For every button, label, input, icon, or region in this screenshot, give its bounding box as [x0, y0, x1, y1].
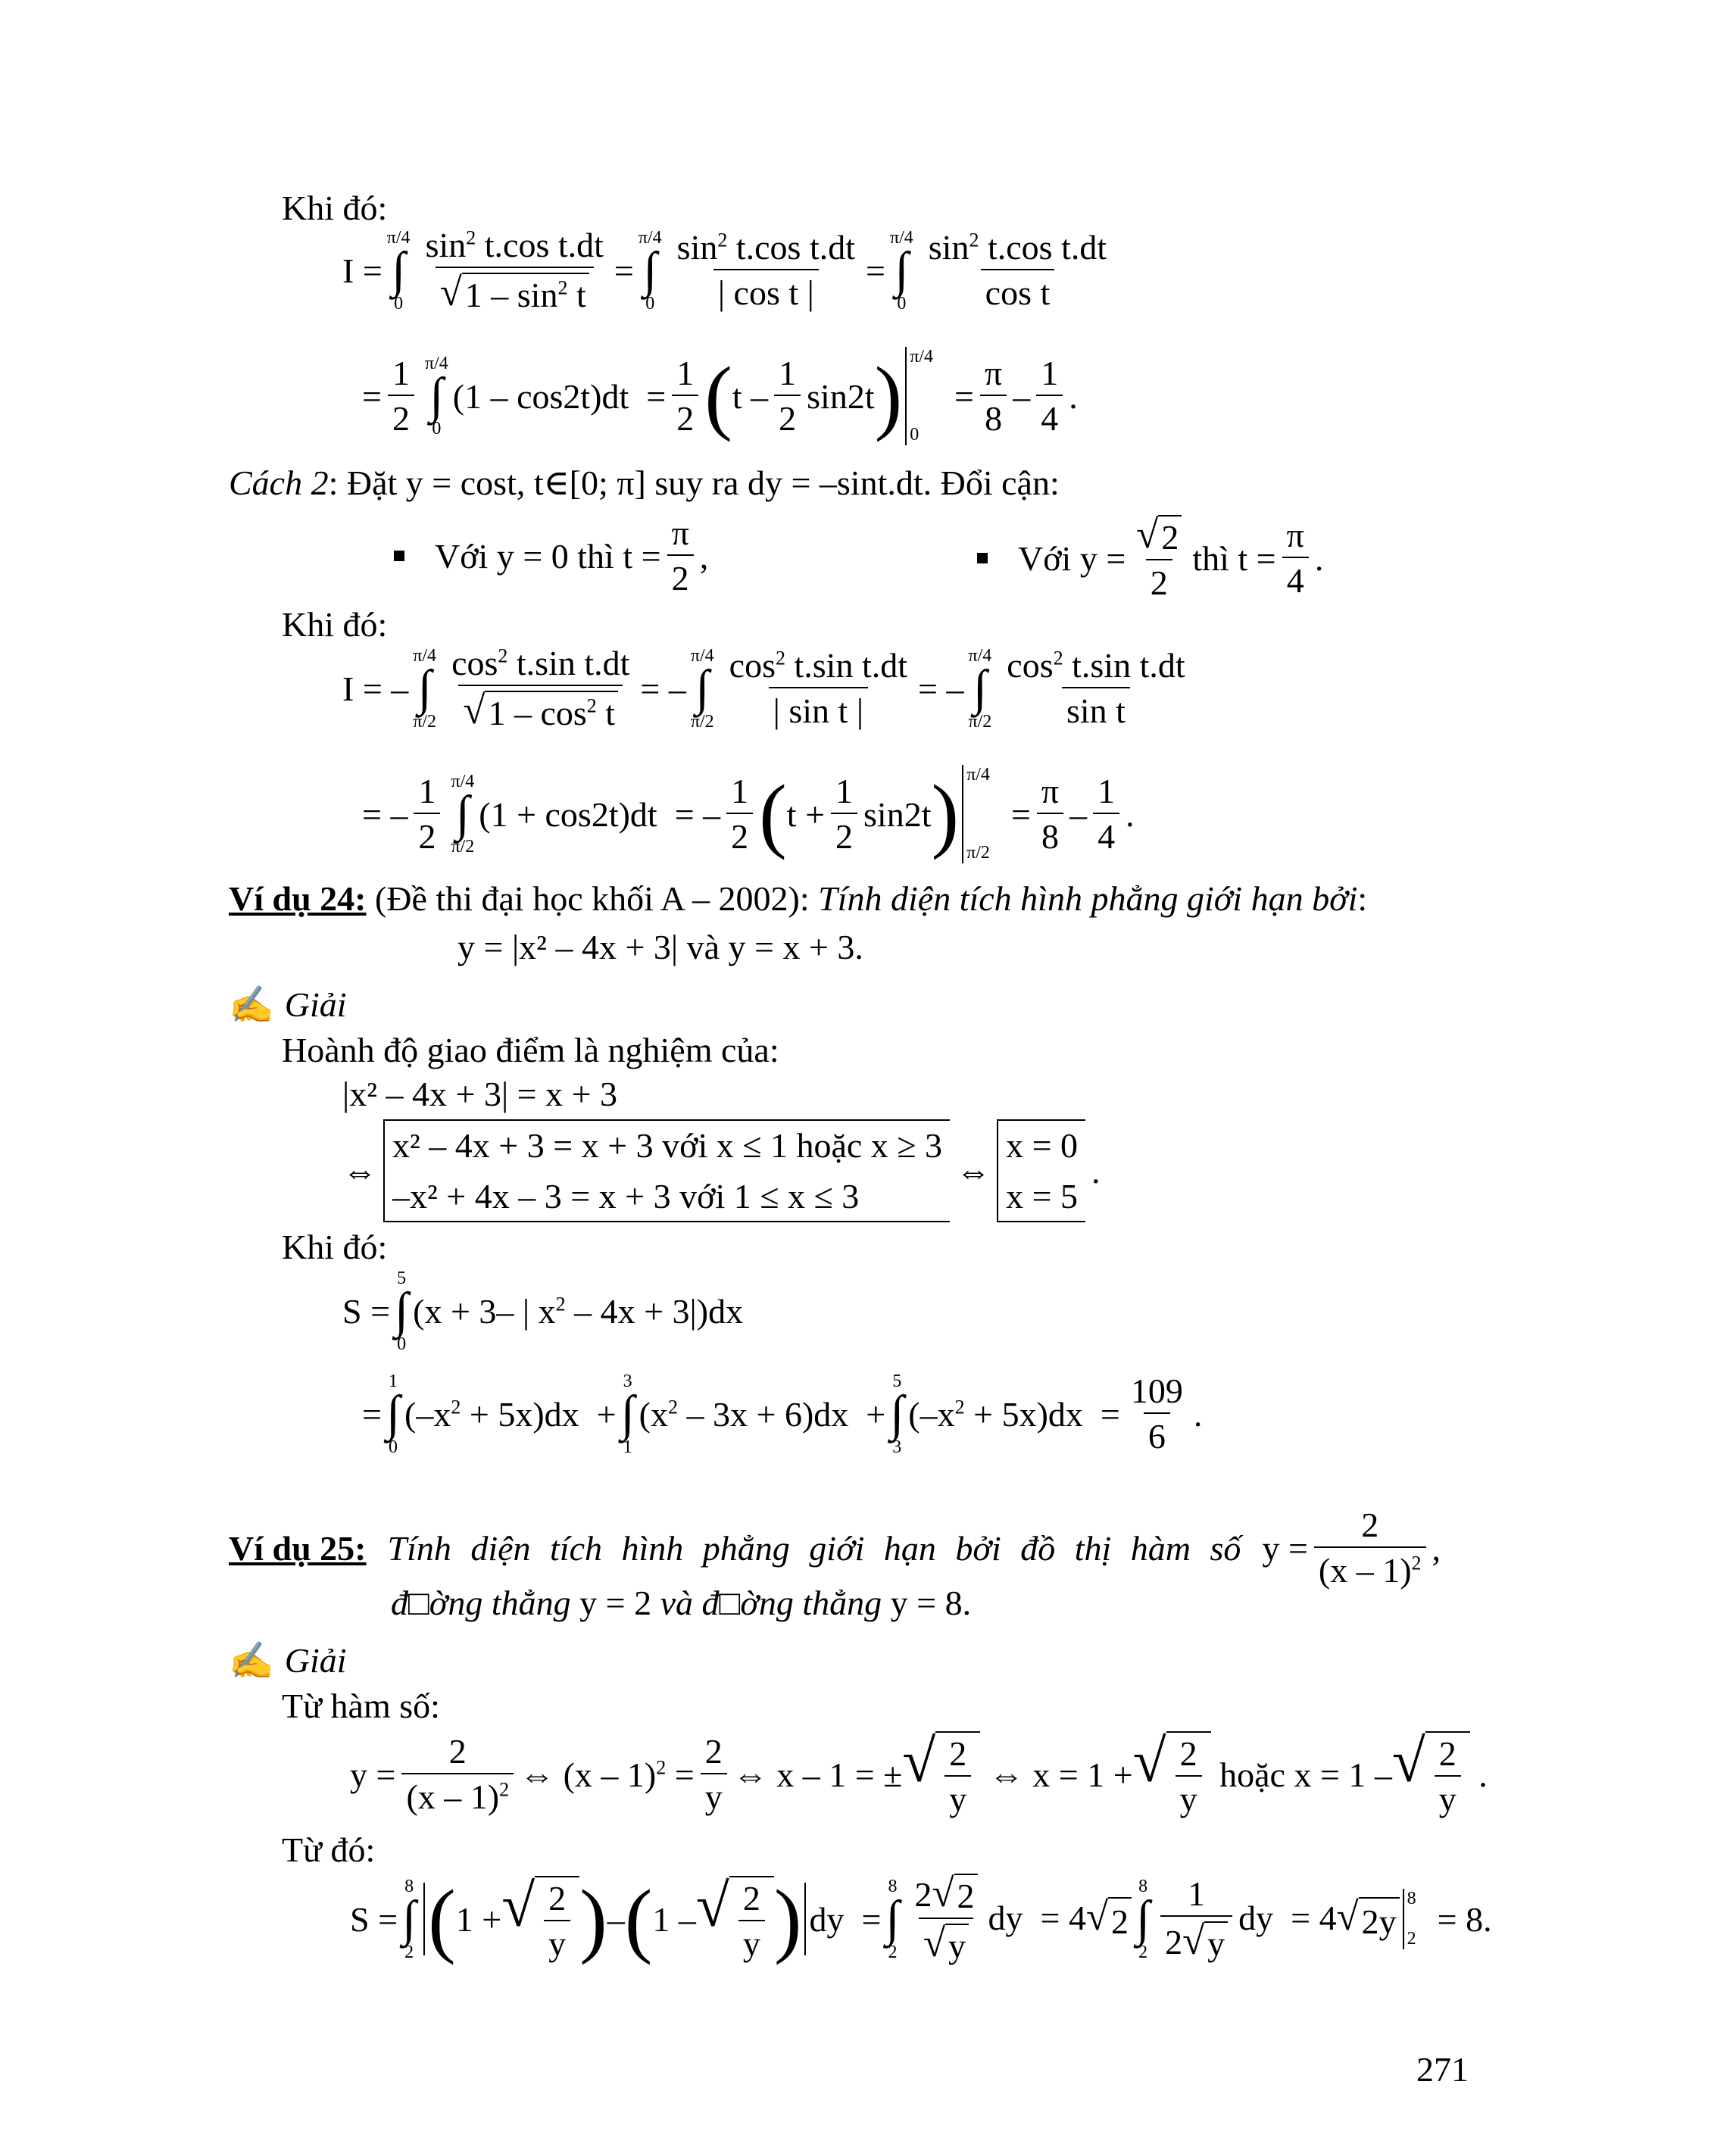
missing-glyph-icon: □	[408, 1584, 429, 1622]
text-line: Khi đó:	[282, 189, 388, 227]
text-line: |x² – 4x + 3| = x + 3	[342, 1075, 618, 1113]
solution-bracket: x = 0 x = 5	[997, 1119, 1085, 1222]
pen-writing-icon: ✍	[229, 985, 274, 1025]
text-line: Từ hàm số:	[282, 1687, 440, 1725]
formula-integral-sin: I = π/4 ∫ 0 $\sin^2 t.\cos$ t.dt √ $1 - \sin^2 t$ = π/4 ∫ 0 $\frac{\sin^2 t.\cos t.dt}{\text{| cos t |}}$ = π/4 ∫ 0 $\frac{\sin^2 t.\cos t.dt}{\text{cos t}}$	[342, 226, 1107, 315]
example-heading-24: Ví dụ 24: (Đề thi đại học khối A – 2002): Tính diện tích hình phẳng giới hạn bởi :	[229, 879, 1368, 918]
text-line: Khi đó:	[282, 1228, 388, 1266]
formula-area-split: = 1 ∫ 0 $(-x^2 + 5x)dx$ + 3 ∫ 1 $(x^2 - 3x + 6)dx$ + 5 ∫ 3 $(-x^2 + 5x)dx$ = $\frac{109}{6}$ .	[362, 1372, 1203, 1457]
page-number: 271	[1416, 2050, 1469, 2089]
missing-glyph-icon: □	[719, 1584, 741, 1622]
bullet-item: Với y = √ 2 2 thì t = $\frac{\pi}{4}$ .	[977, 515, 1323, 602]
solution-heading: ✍ Giải	[229, 983, 347, 1026]
bullet-icon	[977, 553, 988, 563]
formula-integral-cos: I = – π/4 ∫ π/2 $\cos^2 t.\sin$ t.dt √ $1 - \cos^2 t$ = – π/4 ∫ π/2 $\frac{\cos^2 t.\sin t.dt}{\text{| sin t |}}$ = – π/4 ∫ π/2 $\frac{\cos^2 t.\sin t.dt}{\text{sin t}}$	[342, 644, 1185, 733]
text-line-cach2: Cách 2 : Đặt y = cost, t∈[0; π] suy ra dy = –sint.dt. Đổi cận:	[229, 463, 1060, 502]
pen-writing-icon: ✍	[229, 1641, 274, 1681]
formula-inverse: y = $\frac{2}{(x - 1)^2}$ ⇔ (x – 1)$^2$ = $\frac{2}{y}$ ⇔ x – 1 = ± √ $\frac{2}{y}$ ⇔ x = 1 + √ $\frac{2}{y}$ hoặc x = 1 – √ $\frac{2}{y}$ .	[350, 1728, 1488, 1819]
formula-result-2: = – $\frac{1}{2}$ π/4 ∫ π/2 (1 + cos2t)dt = – $\frac{1}{2}$ ( t + $\frac{1}{2}$ sin2t ) π/4 π/2 = $\frac{\pi}{8}$ – $\frac{1}{4}$ .	[362, 765, 1135, 863]
example-heading-25: Ví dụ 25: Tính diện tích hình phẳng giới hạn bởi đồ thị hàm số y = $\frac{2}{(x - 1)^2}$ ,	[229, 1506, 1441, 1590]
solution-heading: ✍ Giải	[229, 1639, 347, 1682]
text-line: Hoành độ giao điểm là nghiệm của:	[282, 1031, 779, 1069]
text-line: đ □ ờng thẳng y = 2 và đ □ ờng thẳng y = 8.	[391, 1584, 972, 1622]
formula-area-y: S = 8 ∫ 2 ( 1 + √ $\frac{2}{y}$ ) – ( 1 – √ $\frac{2}{y}$ ) dy = 8 ∫ 2 2 √ 2 √ y dy = 4 √ 2 8 ∫ 2 1 2 √ y dy = 4 √ 2y 8 2 = 8.	[350, 1871, 1492, 1966]
text-line: Từ đó:	[282, 1830, 376, 1869]
case-bracket: x² – 4x + 3 = x + 3 với x ≤ 1 hoặc x ≥ 3 –x² + 4x – 3 = x + 3 với 1 ≤ x ≤ 3	[383, 1119, 950, 1222]
text-line: Khi đó:	[282, 605, 388, 644]
equation-system: ⇔ x² – 4x + 3 = x + 3 với x ≤ 1 hoặc x ≥ 3 –x² + 4x – 3 = x + 3 với 1 ≤ x ≤ 3 ⇔ x = 0 x = 5 .	[342, 1119, 1101, 1222]
bullet-item: Với y = 0 thì t = $\frac{\pi}{2}$ ,	[394, 515, 708, 598]
text-line: y = |x² – 4x + 3| và y = x + 3.	[457, 928, 863, 966]
formula-result-1: = $\frac{1}{2}$ π/4 ∫ 0 (1 – cos2t)dt = $\frac{1}{2}$ ( t – $\frac{1}{2}$ sin2t ) π/4 0 = $\frac{\pi}{8}$ – $\frac{1}{4}$ .	[362, 347, 1078, 445]
formula-area-S: S = 5 ∫ 0 (x + 3– | $x^2 - 4x + 3|)dx$	[342, 1269, 744, 1354]
bullet-icon	[394, 551, 404, 561]
